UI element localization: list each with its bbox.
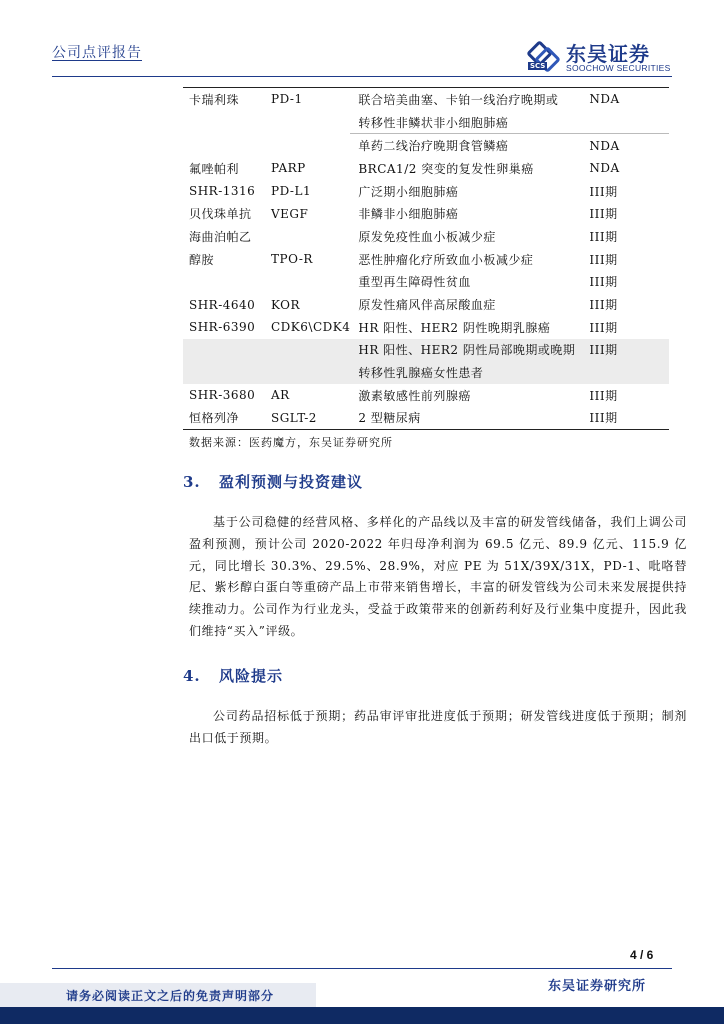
drug-name-cell: 卡瑞利珠 <box>183 88 265 111</box>
table-row <box>183 248 669 271</box>
stage-cell: III期 <box>589 298 618 313</box>
indication-cell: 重型再生障碍性贫血 <box>358 275 471 290</box>
footer-divider <box>52 968 672 969</box>
drug-name-cell: 海曲泊帕乙 <box>189 229 252 244</box>
stage-cell: III期 <box>589 252 618 267</box>
table-row <box>183 384 669 407</box>
table-row <box>183 88 669 111</box>
stage-cell: III期 <box>575 407 669 430</box>
header-divider <box>52 76 672 77</box>
stage-cell: III期 <box>589 388 618 403</box>
indication-cell: 广泛期小细胞肺癌 <box>358 184 459 199</box>
indication-cell: 转移性乳腺癌女性患者 <box>350 361 575 384</box>
footer-bar <box>0 1007 724 1024</box>
table-row <box>183 271 669 294</box>
logo-chinese-name: 东吴证券 <box>566 42 650 66</box>
drug-name-cell: SHR-1316 <box>189 184 256 199</box>
drug-name-cell <box>183 134 265 157</box>
target-cell: AR <box>271 388 290 403</box>
footer-disclaimer: 请务必阅读正文之后的免责声明部分 <box>66 989 275 1003</box>
stage-cell: NDA <box>589 161 620 176</box>
target-cell: VEGF <box>271 206 309 221</box>
drug-name-cell <box>183 339 265 362</box>
drug-name-cell: SHR-3680 <box>189 388 256 403</box>
indication-cell: 联合培美曲塞、卡铂一线治疗晚期或 <box>350 88 575 111</box>
indication-cell: BRCA1/2 突变的复发性卵巢癌 <box>358 161 534 176</box>
stage-cell: NDA <box>575 134 669 157</box>
logo-english-name: SOOCHOW SECURITIES <box>566 63 671 73</box>
logo-mark-icon <box>528 40 558 70</box>
stage-cell: III期 <box>575 339 669 362</box>
indication-cell: 原发性痛风伴高尿酸血症 <box>358 298 496 313</box>
pipeline-table <box>183 87 669 430</box>
drug-name-cell <box>183 271 265 294</box>
target-cell: PARP <box>271 161 306 176</box>
target-cell <box>265 225 350 248</box>
indication-cell: 原发免疫性血小板减少症 <box>358 229 496 244</box>
stage-cell: III期 <box>589 184 618 199</box>
report-type-title: 公司点评报告 <box>52 45 142 61</box>
company-logo <box>528 38 688 74</box>
logo-mark-text: SCS <box>530 62 546 70</box>
section-4-body <box>189 706 687 750</box>
section-3-title: 盈利预测与投资建议 <box>219 473 364 491</box>
target-cell: SGLT-2 <box>265 407 350 430</box>
drug-name-cell: 氟唑帕利 <box>189 161 240 176</box>
target-cell <box>265 134 350 157</box>
target-cell: KOR <box>271 297 301 312</box>
section-3-paragraph: 基于公司稳健的经营风格、多样化的产品线以及丰富的研发管线储备，我们上调公司盈利预测，预计公司 2020-2022 年归母净利润为 69.5 亿元、89.9 亿元、115.9 亿元，同比增长 30.3%、29.5%、28.9%，对应 PE 为 51X/39X/31X，PD-1、吡咯替尼、紫杉醇白蛋白等重磅产品上市带来销售增长，丰富的研发管线为公司未来发展提供持续推动力。公司作为行业龙头，受益于政策带来的创新药利好及行业集中度提升，因此我们维持“买入”评级。 <box>189 515 687 638</box>
drug-name-cell <box>183 111 265 134</box>
drug-name-cell: SHR-6390 <box>189 320 256 335</box>
target-cell <box>265 339 350 362</box>
section-4-heading <box>183 665 283 686</box>
stage-cell: III期 <box>589 207 618 222</box>
indication-cell: HR 阳性、HER2 阴性局部晚期或晚期 <box>350 339 575 362</box>
table-source-note: 数据来源：医药魔方，东吴证券研究所 <box>189 436 393 449</box>
section-4-number: 4. <box>183 667 201 685</box>
target-cell: PD-1 <box>265 88 350 111</box>
stage-cell: III期 <box>589 320 618 335</box>
drug-name-cell: 贝伐珠单抗 <box>189 207 252 222</box>
section-4-title: 风险提示 <box>219 667 284 685</box>
table-row <box>183 111 669 134</box>
drug-name-cell: 醇胺 <box>189 252 215 267</box>
target-cell: TPO-R <box>271 252 313 267</box>
section-3-heading <box>183 471 363 492</box>
indication-cell: 激素敏感性前列腺癌 <box>358 388 471 403</box>
table-row <box>183 361 669 384</box>
indication-cell: 转移性非鳞状非小细胞肺癌 <box>358 115 509 130</box>
table-row <box>183 202 669 225</box>
stage-cell <box>575 361 669 384</box>
target-cell: PD-L1 <box>271 184 312 199</box>
target-cell <box>265 271 350 294</box>
page-number: 4 / 6 <box>630 948 654 962</box>
stage-cell: III期 <box>589 275 618 290</box>
table-row <box>183 134 669 157</box>
drug-name-cell: 恒格列净 <box>183 407 265 430</box>
footer-institute: 东吴证券研究所 <box>548 979 647 994</box>
indication-cell: 非鳞非小细胞肺癌 <box>358 207 459 222</box>
drug-name-cell <box>183 361 265 384</box>
table-row <box>183 293 669 316</box>
table-row <box>183 180 669 203</box>
stage-cell: NDA <box>575 88 669 111</box>
section-3-number: 3. <box>183 473 201 491</box>
table-row <box>183 339 669 362</box>
target-cell <box>265 111 350 134</box>
table-row <box>183 316 669 339</box>
indication-cell: 2 型糖尿病 <box>350 407 575 430</box>
section-4-paragraph: 公司药品招标低于预期；药品审评审批进度低于预期；研发管线进度低于预期；制剂出口低于预期。 <box>189 709 687 745</box>
indication-cell: 单药二线治疗晚期食管鳞癌 <box>350 134 575 157</box>
target-cell: CDK6\CDK4 <box>271 320 351 335</box>
table-row <box>183 225 669 248</box>
target-cell <box>265 361 350 384</box>
table-row <box>183 407 669 430</box>
table-row <box>183 157 669 180</box>
indication-cell: 恶性肿瘤化疗所致血小板减少症 <box>358 252 534 267</box>
indication-cell: HR 阳性、HER2 阴性晚期乳腺癌 <box>358 320 551 335</box>
drug-name-cell: SHR-4640 <box>189 297 256 312</box>
section-3-body <box>189 512 687 643</box>
stage-cell: III期 <box>589 229 618 244</box>
stage-cell <box>575 111 669 134</box>
